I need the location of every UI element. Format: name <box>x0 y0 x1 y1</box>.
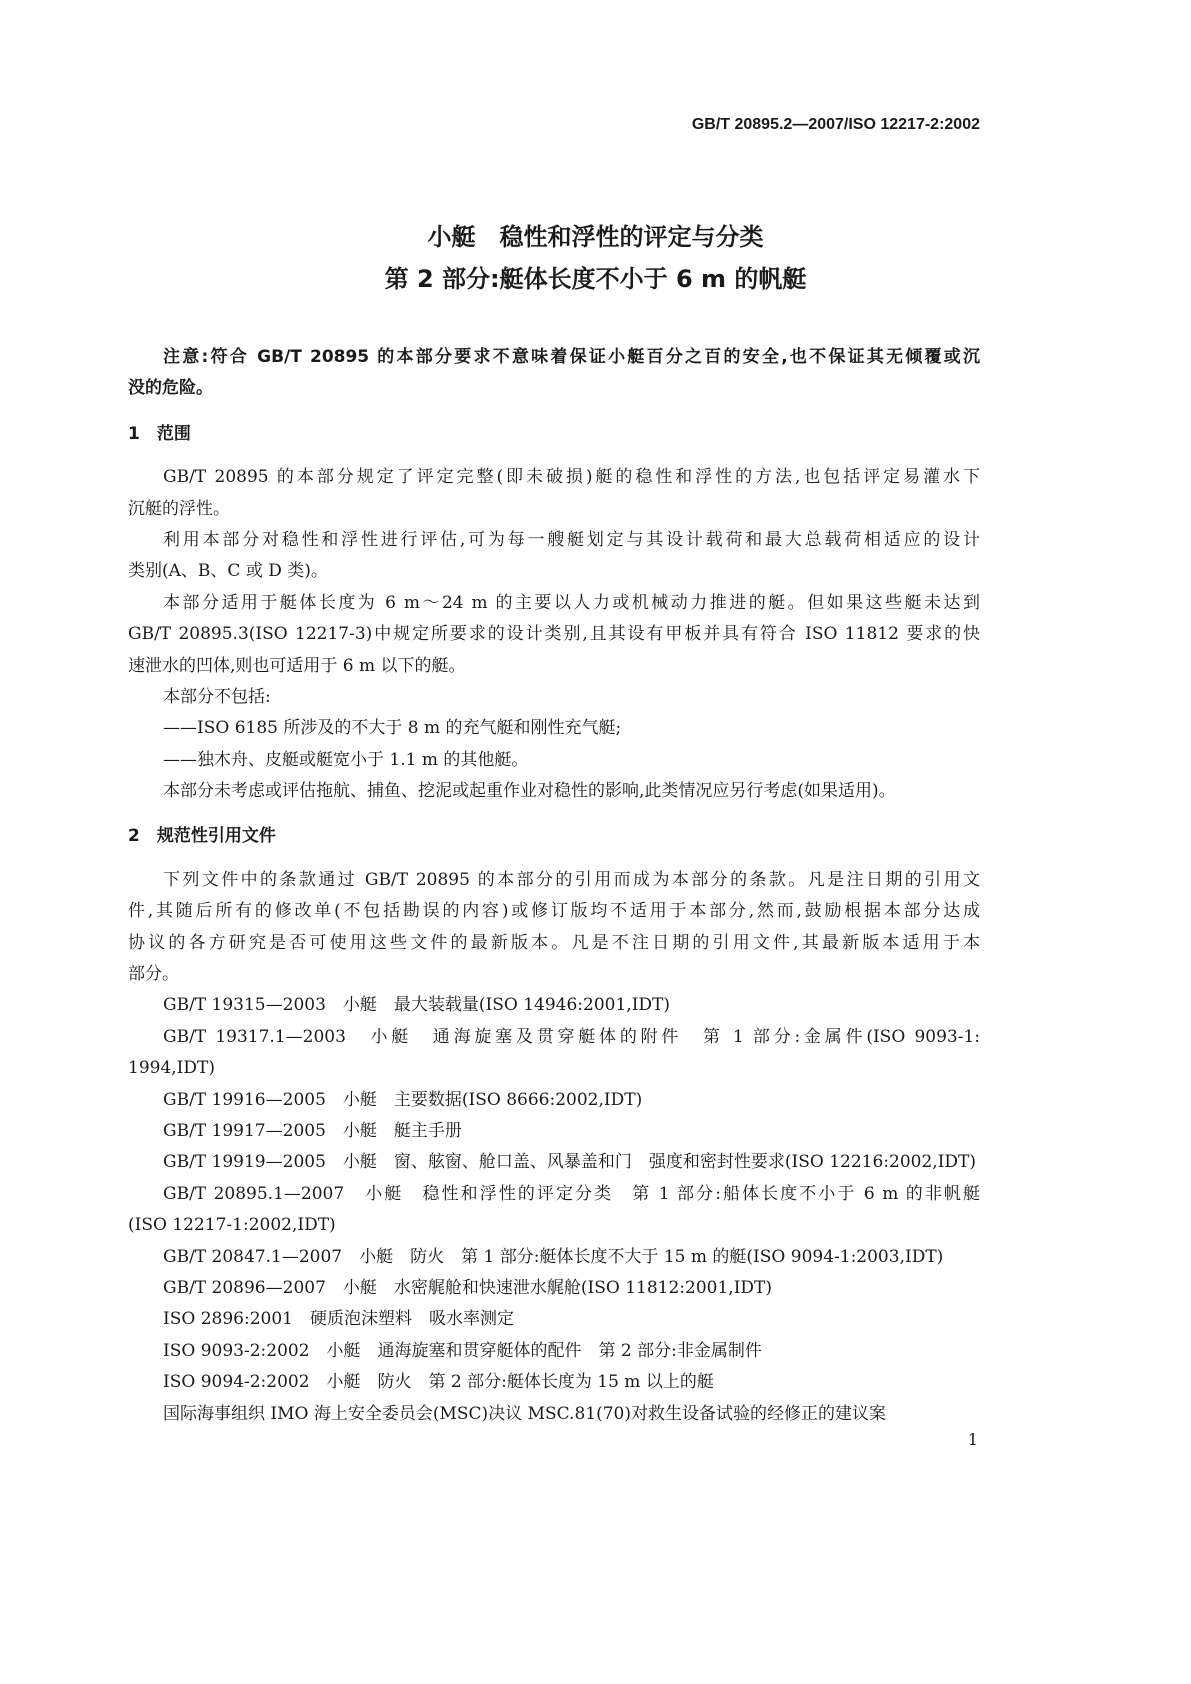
paragraph-line: 类别(A、B、C 或 D 类)。 <box>128 561 328 582</box>
section-heading-scope: 1 范围 <box>128 423 191 444</box>
document-body <box>128 342 980 1430</box>
reference-item: GB/T 20896—2007 小艇 水密艉舱和快速泄水艉舱(ISO 11812:2001,IDT) <box>163 1277 773 1298</box>
paragraph-line: GB/T 20895.3(ISO 12217-3)中规定所要求的设计类别,且其设有甲板并具有符合 ISO 11812 要求的快 <box>128 624 980 645</box>
document-header: GB/T 20895.2—2007/ISO 12217-2:2002 <box>691 116 980 133</box>
reference-item: GB/T 19916—2005 小艇 主要数据(ISO 8666:2002,IDT) <box>163 1089 643 1110</box>
reference-item: GB/T 19317.1—2003 小艇 通海旋塞及贯穿艇体的附件 第 1 部分:金属件(ISO 9093-1: <box>163 1026 980 1047</box>
page-number: 1 <box>967 1430 978 1449</box>
reference-item: 国际海事组织 IMO 海上安全委员会(MSC)决议 MSC.81(70)对救生设备试验的经修正的建议案 <box>163 1403 886 1424</box>
list-item: ——独木舟、皮艇或艇宽小于 1.1 m 的其他艇。 <box>163 749 529 770</box>
note-text: 注意:符合 GB/T 20895 的本部分要求不意味着保证小艇百分之百的安全,也不保证其无倾覆或沉 <box>163 347 980 367</box>
paragraph-line: 利用本部分对稳性和浮性进行评估,可为每一艘艇划定与其设计载荷和最大总载荷相适应的设计 <box>163 529 980 550</box>
paragraph-line: 沉艇的浮性。 <box>128 498 230 519</box>
paragraph-line: GB/T 20895 的本部分规定了评定完整(即未破损)艇的稳性和浮性的方法,也包括评定易灌水下 <box>163 467 980 488</box>
reference-item: GB/T 20847.1—2007 小艇 防火 第 1 部分:艇体长度不大于 15 m 的艇(ISO 9094-1:2003,IDT) <box>163 1246 944 1267</box>
reference-item: ISO 9093-2:2002 小艇 通海旋塞和贯穿艇体的配件 第 2 部分:非金属制件 <box>163 1340 762 1361</box>
note-text: 没的危险。 <box>128 378 213 399</box>
reference-item: GB/T 19917—2005 小艇 艇主手册 <box>163 1120 462 1141</box>
paragraph-line: 协议的各方研究是否可使用这些文件的最新版本。凡是不注日期的引用文件,其最新版本适用于本 <box>128 932 980 953</box>
paragraph-line: 部分。 <box>128 964 179 985</box>
reference-item: GB/T 19919—2005 小艇 窗、舷窗、舱口盖、风暴盖和门 强度和密封性要求(ISO 12216:2002,IDT) <box>163 1152 977 1173</box>
title-line-1: 小艇 稳性和浮性的评定与分类 <box>427 223 764 251</box>
paragraph-line: 件,其随后所有的修改单(不包括勘误的内容)或修订版均不适用于本部分,然而,鼓励根据本部分达成 <box>128 901 980 922</box>
paragraph-line: 下列文件中的条款通过 GB/T 20895 的本部分的引用而成为本部分的条款。凡是注日期的引用文 <box>163 869 980 890</box>
reference-item: (ISO 12217-1:2002,IDT) <box>128 1215 336 1236</box>
paragraph-line: 本部分未考虑或评估拖航、捕鱼、挖泥或起重作业对稳性的影响,此类情况应另行考虑(如果适用)。 <box>163 781 896 802</box>
paragraph-line: 本部分适用于艇体长度为 6 m～24 m 的主要以人力或机械动力推进的艇。但如果这些艇未达到 <box>163 592 980 613</box>
reference-item: 1994,IDT) <box>128 1058 215 1079</box>
reference-item: GB/T 19315—2003 小艇 最大装载量(ISO 14946:2001,IDT) <box>163 995 671 1016</box>
paragraph-line: 本部分不包括: <box>163 686 271 707</box>
section-heading-normative-references: 2 规范性引用文件 <box>128 826 276 847</box>
title-line-2: 第 2 部分:艇体长度不小于 6 m 的帆艇 <box>384 265 807 293</box>
paragraph-line: 速泄水的凹体,则也可适用于 6 m 以下的艇。 <box>128 655 466 676</box>
reference-item: ISO 2896:2001 硬质泡沫塑料 吸水率测定 <box>163 1309 514 1330</box>
reference-item: GB/T 20895.1—2007 小艇 稳性和浮性的评定分类 第 1 部分:船体长度不小于 6 m 的非帆艇 <box>163 1183 980 1204</box>
list-item: ——ISO 6185 所涉及的不大于 8 m 的充气艇和刚性充气艇; <box>163 718 622 739</box>
reference-item: ISO 9094-2:2002 小艇 防火 第 2 部分:艇体长度为 15 m 以上的艇 <box>163 1372 714 1393</box>
